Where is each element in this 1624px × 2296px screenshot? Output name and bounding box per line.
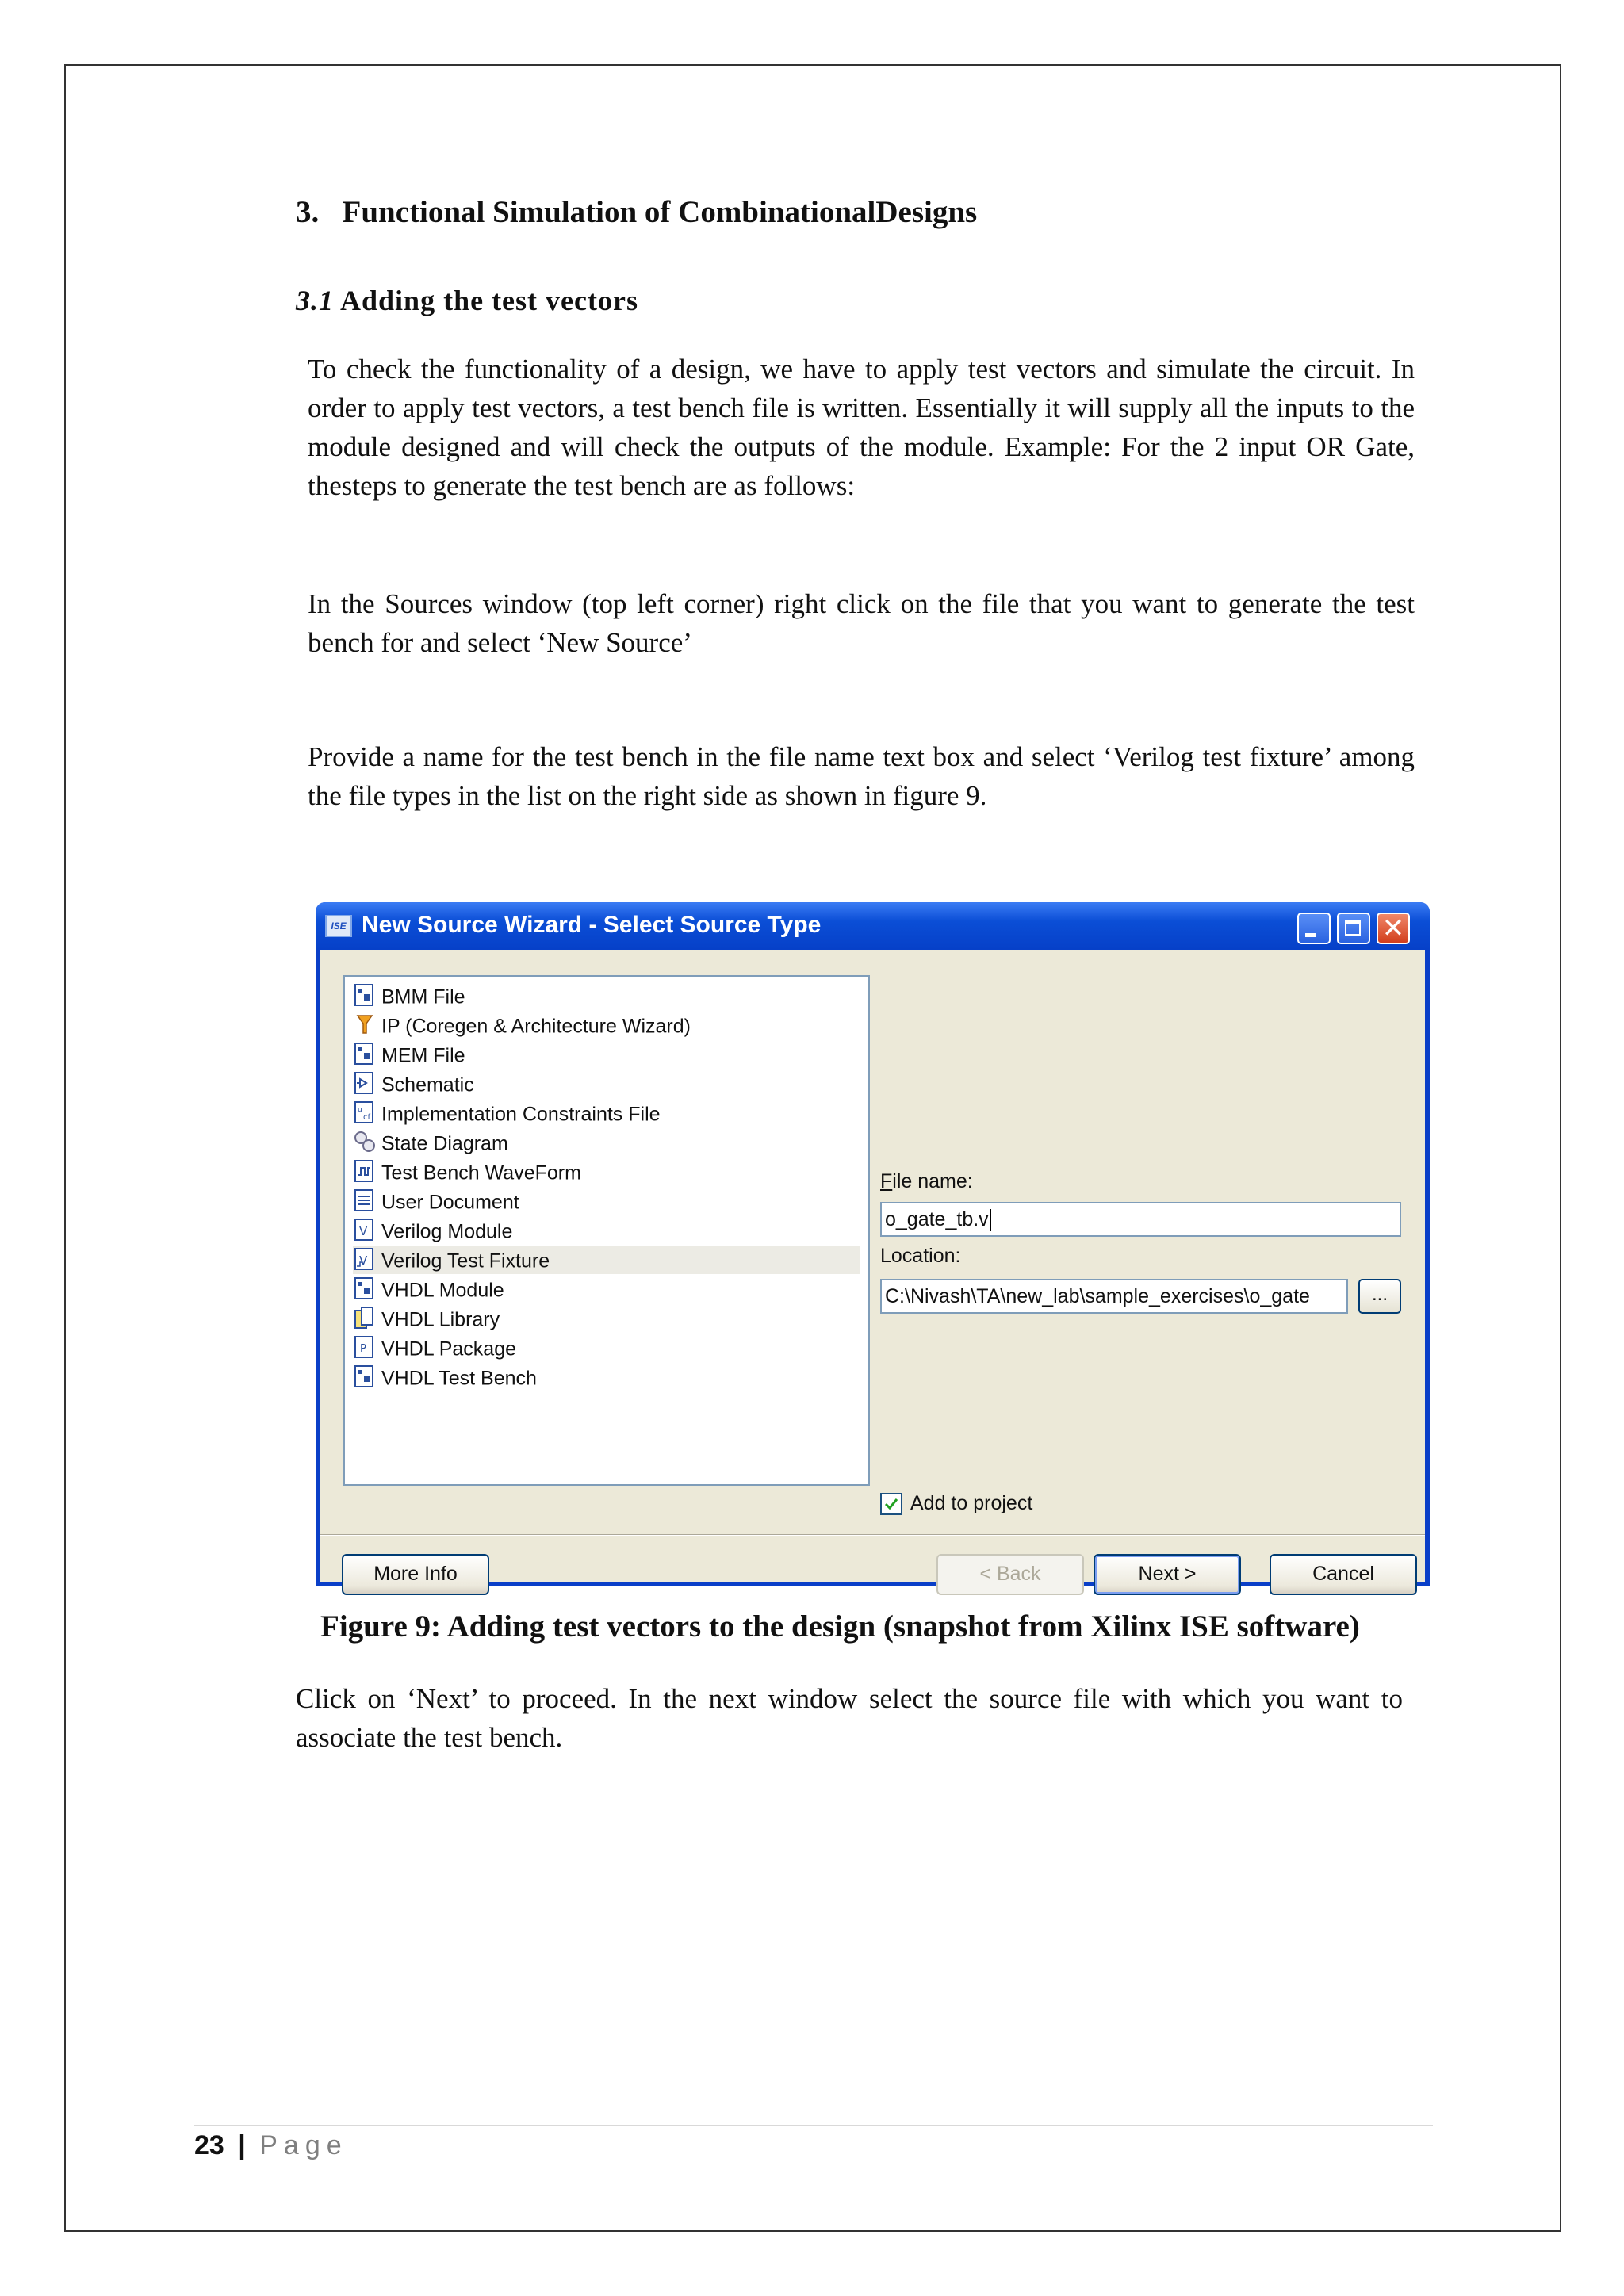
next-button[interactable]: Next > bbox=[1094, 1554, 1241, 1595]
svg-text:u: u bbox=[358, 1106, 362, 1115]
button-separator bbox=[320, 1534, 1425, 1536]
vhdl-library-icon bbox=[353, 1306, 377, 1330]
minimize-icon bbox=[1305, 933, 1316, 937]
section-title: Functional Simulation of CombinationalDesigns bbox=[342, 195, 978, 229]
vhdl-testbench-icon bbox=[353, 1364, 377, 1388]
list-item-mem-file[interactable]: MEM File bbox=[353, 1040, 860, 1069]
list-item-ip-core[interactable]: IP (Coregen & Architecture Wizard) bbox=[353, 1011, 860, 1039]
svg-text:cf: cf bbox=[363, 1113, 371, 1123]
list-item-vhdl-test-bench[interactable]: VHDL Test Bench bbox=[353, 1363, 860, 1391]
list-item-schematic[interactable]: Schematic bbox=[353, 1070, 860, 1098]
subsection-number: 3.1 bbox=[296, 285, 334, 316]
location-label: Location: bbox=[880, 1245, 961, 1267]
list-item-constraints-file[interactable]: u cf Implementation Constraints File bbox=[353, 1099, 860, 1127]
list-item-bmm-file[interactable]: BMM File bbox=[353, 982, 860, 1010]
file-name-label-rest: ile name: bbox=[892, 1170, 973, 1192]
back-button[interactable]: < Back bbox=[936, 1554, 1084, 1595]
paragraph-step-2: Provide a name for the test bench in the file name text box and select ‘Verilog test fixture’ among the file types in the list on the right side as shown in figure 9. bbox=[308, 741, 1415, 811]
minimize-button[interactable] bbox=[1297, 913, 1331, 944]
svg-text:V: V bbox=[359, 1224, 368, 1239]
location-input[interactable]: C:\Nivash\TA\new_lab\sample_exercises\o_gate bbox=[880, 1279, 1348, 1314]
svg-text:V: V bbox=[359, 1253, 368, 1269]
list-item-vhdl-module[interactable]: VHDL Module bbox=[353, 1275, 860, 1303]
checkmark-icon bbox=[883, 1496, 899, 1512]
paragraph-intro: To check the functionality of a design, we have to apply test vectors and simulate the circuit. In order to apply test vectors, a test bench file is written. Essentially it will supply all the inputs to the module designed and will check the outputs of the module. Example: For the 2 input OR Gate, thesteps to generate the test bench are as follows: bbox=[308, 354, 1415, 501]
list-item-vhdl-package[interactable]: P VHDL Package bbox=[353, 1334, 860, 1362]
dialog-client-area bbox=[320, 950, 1425, 1585]
document-icon bbox=[353, 1188, 377, 1212]
list-item-test-bench-waveform[interactable]: Test Bench WaveForm bbox=[353, 1158, 860, 1186]
close-button[interactable] bbox=[1377, 913, 1410, 944]
list-item-state-diagram[interactable]: State Diagram bbox=[353, 1128, 860, 1157]
constraints-file-icon bbox=[353, 1100, 377, 1124]
maximize-icon bbox=[1345, 920, 1361, 936]
page-footer bbox=[194, 2130, 348, 2161]
ip-core-icon bbox=[353, 1012, 377, 1036]
paragraph-next-step: Click on ‘Next’ to proceed. In the next window select the source file with which you want to associate the test bench. bbox=[296, 1683, 1403, 1753]
mem-file-icon bbox=[353, 1042, 377, 1066]
svg-text:P: P bbox=[360, 1343, 366, 1356]
verilog-fixture-icon bbox=[353, 1247, 377, 1271]
waveform-icon bbox=[353, 1159, 377, 1183]
section-number: 3. bbox=[296, 195, 320, 229]
list-item-user-document[interactable]: User Document bbox=[353, 1187, 860, 1215]
subsection-title: Adding the test vectors bbox=[340, 285, 638, 316]
footer-rule bbox=[194, 2125, 1433, 2126]
vhdl-package-icon bbox=[353, 1335, 377, 1359]
paragraph-step-1: In the Sources window (top left corner) right click on the file that you want to generate the test bench for and select ‘New Source’ bbox=[308, 588, 1415, 658]
add-to-project-label: Add to project bbox=[910, 1492, 1033, 1514]
close-icon: ✕ bbox=[1381, 913, 1405, 943]
subsection-heading bbox=[296, 284, 638, 317]
more-info-button[interactable]: More Info bbox=[342, 1554, 489, 1595]
schematic-icon bbox=[353, 1071, 377, 1095]
new-source-wizard-dialog bbox=[316, 902, 1430, 1586]
cancel-button[interactable]: Cancel bbox=[1270, 1554, 1417, 1595]
dialog-title: New Source Wizard - Select Source Type bbox=[362, 912, 822, 938]
add-to-project-checkbox[interactable] bbox=[880, 1493, 902, 1515]
maximize-button[interactable] bbox=[1337, 913, 1370, 944]
browse-button[interactable]: ... bbox=[1358, 1279, 1401, 1314]
file-name-label: File name: bbox=[880, 1170, 973, 1192]
source-type-list[interactable] bbox=[343, 975, 870, 1486]
page-label: Page bbox=[259, 2130, 348, 2160]
page-number: 23 bbox=[194, 2130, 224, 2160]
list-item-verilog-test-fixture[interactable]: V Verilog Test Fixture bbox=[353, 1246, 860, 1274]
list-item-vhdl-library[interactable]: VHDL Library bbox=[353, 1304, 860, 1333]
state-diagram-icon bbox=[353, 1130, 377, 1154]
figure-caption: Figure 9: Adding test vectors to the design (snapshot from Xilinx ISE software) bbox=[320, 1609, 1360, 1644]
list-item-verilog-module[interactable]: V Verilog Module bbox=[353, 1216, 860, 1245]
footer-separator: | bbox=[238, 2130, 246, 2160]
verilog-module-icon bbox=[353, 1218, 377, 1242]
bmm-file-icon bbox=[353, 983, 377, 1007]
dialog-title-bar[interactable] bbox=[316, 902, 1430, 950]
file-name-input[interactable]: o_gate_tb.v bbox=[880, 1202, 1401, 1237]
ise-app-icon: ISE bbox=[325, 915, 352, 937]
vhdl-module-icon bbox=[353, 1276, 377, 1300]
section-heading bbox=[296, 194, 977, 230]
